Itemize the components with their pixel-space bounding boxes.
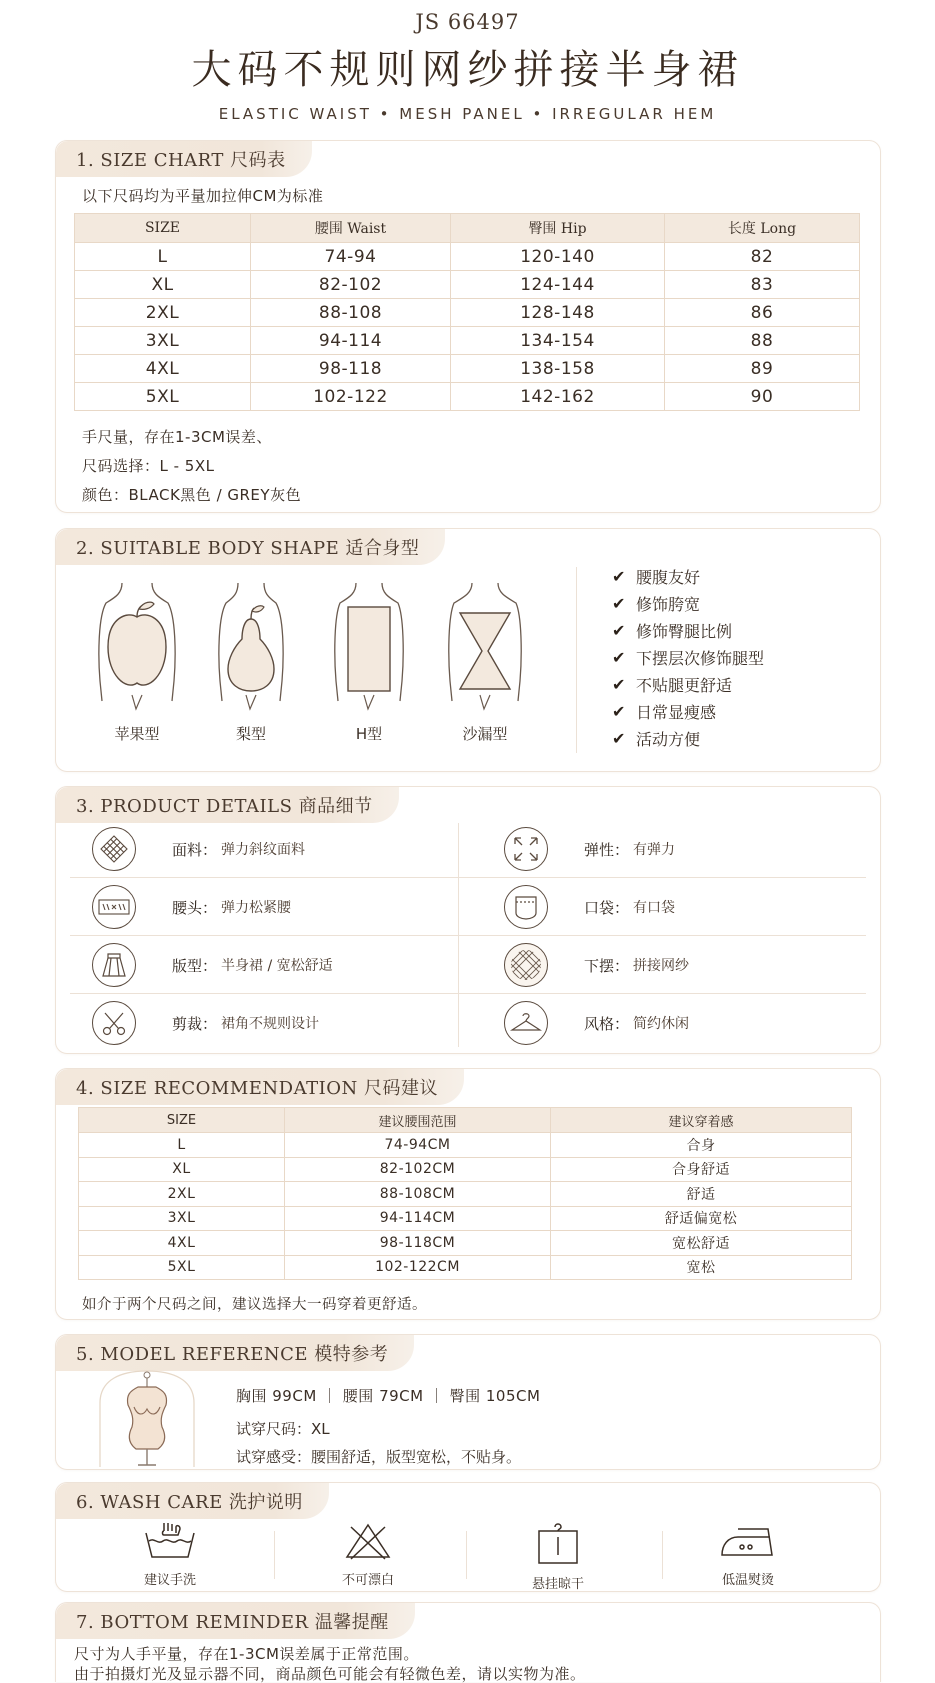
table-cell: 82-102 (251, 271, 451, 299)
table-cell: 88-108 (251, 299, 451, 327)
pear-body-icon (206, 577, 296, 717)
table-cell: 128-148 (451, 299, 665, 327)
wash-care-card (55, 1482, 881, 1592)
mannequin-icon (92, 1369, 202, 1469)
table-cell: 134-154 (451, 327, 665, 355)
low-iron-icon (718, 1521, 778, 1561)
model-reference-card (55, 1334, 881, 1470)
divider (576, 567, 577, 753)
check-icon: ✔ (612, 567, 626, 586)
detail-item-fit (92, 937, 333, 993)
model-reference-title: 5. MODEL REFERENCE 模特参考 (56, 1335, 414, 1371)
table-row (79, 1157, 852, 1182)
list-item (612, 671, 764, 698)
wash-label: 建议手洗 (143, 1573, 196, 1588)
table-cell: 90 (665, 383, 860, 411)
detail-label: 版型： (172, 956, 218, 975)
size-recommendation-card (55, 1068, 881, 1320)
table-cell: 102-122CM (285, 1255, 551, 1280)
model-measurements: 胸围 99CM ｜ 腰围 79CM ｜ 臀围 105CM (236, 1387, 541, 1405)
table-cell: 82 (665, 243, 860, 271)
h-shape (324, 577, 414, 744)
hang-dry-icon (533, 1521, 583, 1565)
stretch-arrows-icon (511, 834, 541, 864)
size-chart-footnote-3: 颜色：BLACK黑色 / GREY灰色 (82, 486, 302, 504)
table-row (75, 299, 860, 327)
list-item (612, 644, 764, 671)
check-icon: ✔ (612, 594, 626, 613)
table-row (75, 271, 860, 299)
table-row (79, 1206, 852, 1231)
list-item-label: 不贴腿更舒适 (636, 676, 733, 695)
table-cell: 86 (665, 299, 860, 327)
list-item-label: 活动方便 (636, 730, 701, 749)
apple-body-icon (92, 577, 182, 717)
fabric-weave-icon (99, 834, 129, 864)
table-cell: 合身舒适 (551, 1157, 852, 1182)
table-cell: 2XL (79, 1182, 285, 1207)
divider (70, 935, 866, 936)
body-shape-title: 2. SUITABLE BODY SHAPE 适合身型 (56, 529, 445, 565)
table-cell: XL (79, 1157, 285, 1182)
table-cell: 88-108CM (285, 1182, 551, 1207)
product-subtitle: ELASTIC WAIST • MESH PANEL • IRREGULAR HEM (218, 105, 717, 123)
table-cell: 98-118 (251, 355, 451, 383)
model-size-label: 试穿尺码： (236, 1420, 312, 1438)
table-cell: 94-114CM (285, 1206, 551, 1231)
table-cell: 宽松 (551, 1255, 852, 1280)
table-row (79, 1255, 852, 1280)
pear-shape (206, 577, 296, 744)
table-cell: 89 (665, 355, 860, 383)
table-header-row (75, 214, 860, 243)
shape-label: 沙漏型 (462, 725, 508, 743)
wash-label: 低温熨烫 (721, 1573, 774, 1588)
size-chart-footnote-2: 尺码选择：L - 5XL (82, 457, 215, 475)
table-header-row (79, 1108, 852, 1133)
detail-value: 裙角不规则设计 (221, 1016, 320, 1032)
waistband-icon (98, 897, 130, 917)
detail-value: 弹力松紧腰 (221, 900, 292, 916)
reminder-line-2: 由于拍摄灯光及显示器不同，商品颜色可能会有轻微色差，请以实物为准。 (74, 1665, 586, 1683)
size-recommendation-note: 如介于两个尺码之间，建议选择大一码穿着更舒适。 (82, 1297, 427, 1313)
list-item (612, 698, 764, 725)
wash-label: 不可漂白 (341, 1573, 394, 1588)
detail-value: 有弹力 (633, 842, 676, 858)
benefit-list (612, 563, 764, 752)
skirt-icon (100, 951, 128, 979)
table-cell: L (79, 1133, 285, 1158)
table-cell: 4XL (79, 1231, 285, 1256)
table-cell: 142-162 (451, 383, 665, 411)
model-feel (236, 1446, 521, 1467)
table-row (75, 243, 860, 271)
size-chart-note: 以下尺码均为平量加拉伸CM为标准 (82, 187, 324, 205)
detail-item-cut (92, 995, 319, 1051)
table-cell: 5XL (75, 383, 251, 411)
table-cell: 102-122 (251, 383, 451, 411)
detail-label: 口袋： (584, 898, 630, 917)
table-cell: 124-144 (451, 271, 665, 299)
size-chart-footnote-1: 手尺量，存在1-3CM误差、 (82, 428, 272, 446)
divider (466, 1531, 467, 1579)
detail-label: 腰头： (172, 898, 218, 917)
check-icon: ✔ (612, 702, 626, 721)
detail-item-hem (504, 937, 689, 993)
hourglass-body-icon (440, 577, 530, 717)
hand-wash-icon (142, 1521, 198, 1561)
product-code: JS 66497 (415, 10, 520, 34)
pocket-icon (512, 893, 540, 921)
shape-label: 苹果型 (114, 725, 160, 743)
model-feel-value: 腰围舒适，版型宽松，不贴身。 (311, 1448, 522, 1466)
shape-label: 梨型 (235, 725, 266, 743)
model-size-value: XL (311, 1420, 330, 1438)
detail-label: 弹性： (584, 840, 630, 859)
detail-label: 面料： (172, 840, 218, 859)
table-cell: 83 (665, 271, 860, 299)
table-header-cell: 长度 Long (665, 214, 860, 243)
detail-label: 下摆： (584, 956, 630, 975)
wash-item-hand-wash (110, 1521, 230, 1588)
size-chart-card (55, 140, 881, 513)
wash-item-hang-dry (498, 1521, 618, 1592)
table-cell: 舒适 (551, 1182, 852, 1207)
divider (70, 993, 866, 994)
table-header-cell: SIZE (79, 1108, 285, 1133)
table-header-cell: 臀围 Hip (451, 214, 665, 243)
size-recommendation-table (78, 1107, 852, 1280)
table-row (79, 1133, 852, 1158)
table-cell: 舒适偏宽松 (551, 1206, 852, 1231)
model-feel-label: 试穿感受： (236, 1448, 312, 1466)
check-icon: ✔ (612, 675, 626, 694)
table-cell: 宽松舒适 (551, 1231, 852, 1256)
divider (274, 1531, 275, 1579)
list-item-label: 下摆层次修饰腿型 (636, 649, 765, 668)
table-cell: 138-158 (451, 355, 665, 383)
scissors-icon (100, 1009, 128, 1037)
list-item-label: 腰腹友好 (636, 568, 701, 587)
detail-value: 有口袋 (633, 900, 676, 916)
table-cell: 98-118CM (285, 1231, 551, 1256)
list-item-label: 日常显瘦感 (636, 703, 717, 722)
table-header-cell: 腰围 Waist (251, 214, 451, 243)
list-item (612, 725, 764, 752)
bottom-reminder-card (55, 1602, 881, 1682)
detail-label: 剪裁： (172, 1014, 218, 1033)
check-icon: ✔ (612, 621, 626, 640)
list-item (612, 563, 764, 590)
divider (70, 877, 866, 878)
mesh-icon (509, 948, 543, 982)
reminder-line-1: 尺寸为人手平量，存在1-3CM误差属于正常范围。 (74, 1645, 419, 1663)
header (0, 10, 935, 123)
wash-item-low-iron (688, 1521, 808, 1588)
size-chart-title: 1. SIZE CHART 尺码表 (56, 141, 312, 177)
detail-item-stretch (504, 821, 675, 877)
detail-value: 弹力斜纹面料 (221, 842, 306, 858)
table-row (75, 355, 860, 383)
table-cell: 3XL (79, 1206, 285, 1231)
hanger-icon (510, 1011, 542, 1035)
table-cell: 合身 (551, 1133, 852, 1158)
list-item (612, 590, 764, 617)
product-details-card (55, 786, 881, 1054)
wash-label: 悬挂晾干 (531, 1577, 584, 1592)
table-row (79, 1231, 852, 1256)
table-cell: 74-94 (251, 243, 451, 271)
detail-label: 风格： (584, 1014, 630, 1033)
detail-item-style (504, 995, 689, 1051)
table-cell: 3XL (75, 327, 251, 355)
divider (662, 1531, 663, 1579)
list-item (612, 617, 764, 644)
table-row (79, 1182, 852, 1207)
wash-item-no-bleach (308, 1521, 428, 1588)
wash-care-title: 6. WASH CARE 洗护说明 (56, 1483, 329, 1519)
body-shape-card (55, 528, 881, 772)
bottom-reminder-title: 7. BOTTOM REMINDER 温馨提醒 (56, 1603, 415, 1639)
apple-shape (92, 577, 182, 744)
table-cell: 74-94CM (285, 1133, 551, 1158)
table-cell: 2XL (75, 299, 251, 327)
detail-value: 拼接网纱 (633, 958, 690, 974)
table-cell: 88 (665, 327, 860, 355)
table-row (75, 327, 860, 355)
table-header-cell: 建议腰围范围 (285, 1108, 551, 1133)
detail-value: 半身裙 / 宽松舒适 (221, 958, 333, 974)
detail-item-pocket (504, 879, 675, 935)
no-bleach-icon (343, 1521, 393, 1561)
product-title: 大码不规则网纱拼接半身裙 (191, 47, 744, 93)
table-cell: 5XL (79, 1255, 285, 1280)
table-cell: XL (75, 271, 251, 299)
size-chart-table (74, 213, 860, 411)
check-icon: ✔ (612, 648, 626, 667)
table-row (75, 383, 860, 411)
table-cell: 94-114 (251, 327, 451, 355)
table-cell: L (75, 243, 251, 271)
detail-value: 简约休闲 (633, 1016, 690, 1032)
hourglass-shape (440, 577, 530, 744)
table-cell: 4XL (75, 355, 251, 383)
detail-item-waistband (92, 879, 291, 935)
check-icon: ✔ (612, 729, 626, 748)
table-cell: 120-140 (451, 243, 665, 271)
table-header-cell: SIZE (75, 214, 251, 243)
shape-label: H型 (355, 725, 383, 743)
table-header-cell: 建议穿着感 (551, 1108, 852, 1133)
list-item-label: 修饰胯宽 (636, 595, 701, 614)
size-recommendation-title: 4. SIZE RECOMMENDATION 尺码建议 (56, 1069, 464, 1105)
table-cell: 82-102CM (285, 1157, 551, 1182)
model-size (236, 1418, 330, 1439)
product-details-title: 3. PRODUCT DETAILS 商品细节 (56, 787, 399, 823)
list-item-label: 修饰臀腿比例 (636, 622, 733, 641)
detail-item-fabric (92, 821, 305, 877)
rectangle-body-icon (324, 577, 414, 717)
